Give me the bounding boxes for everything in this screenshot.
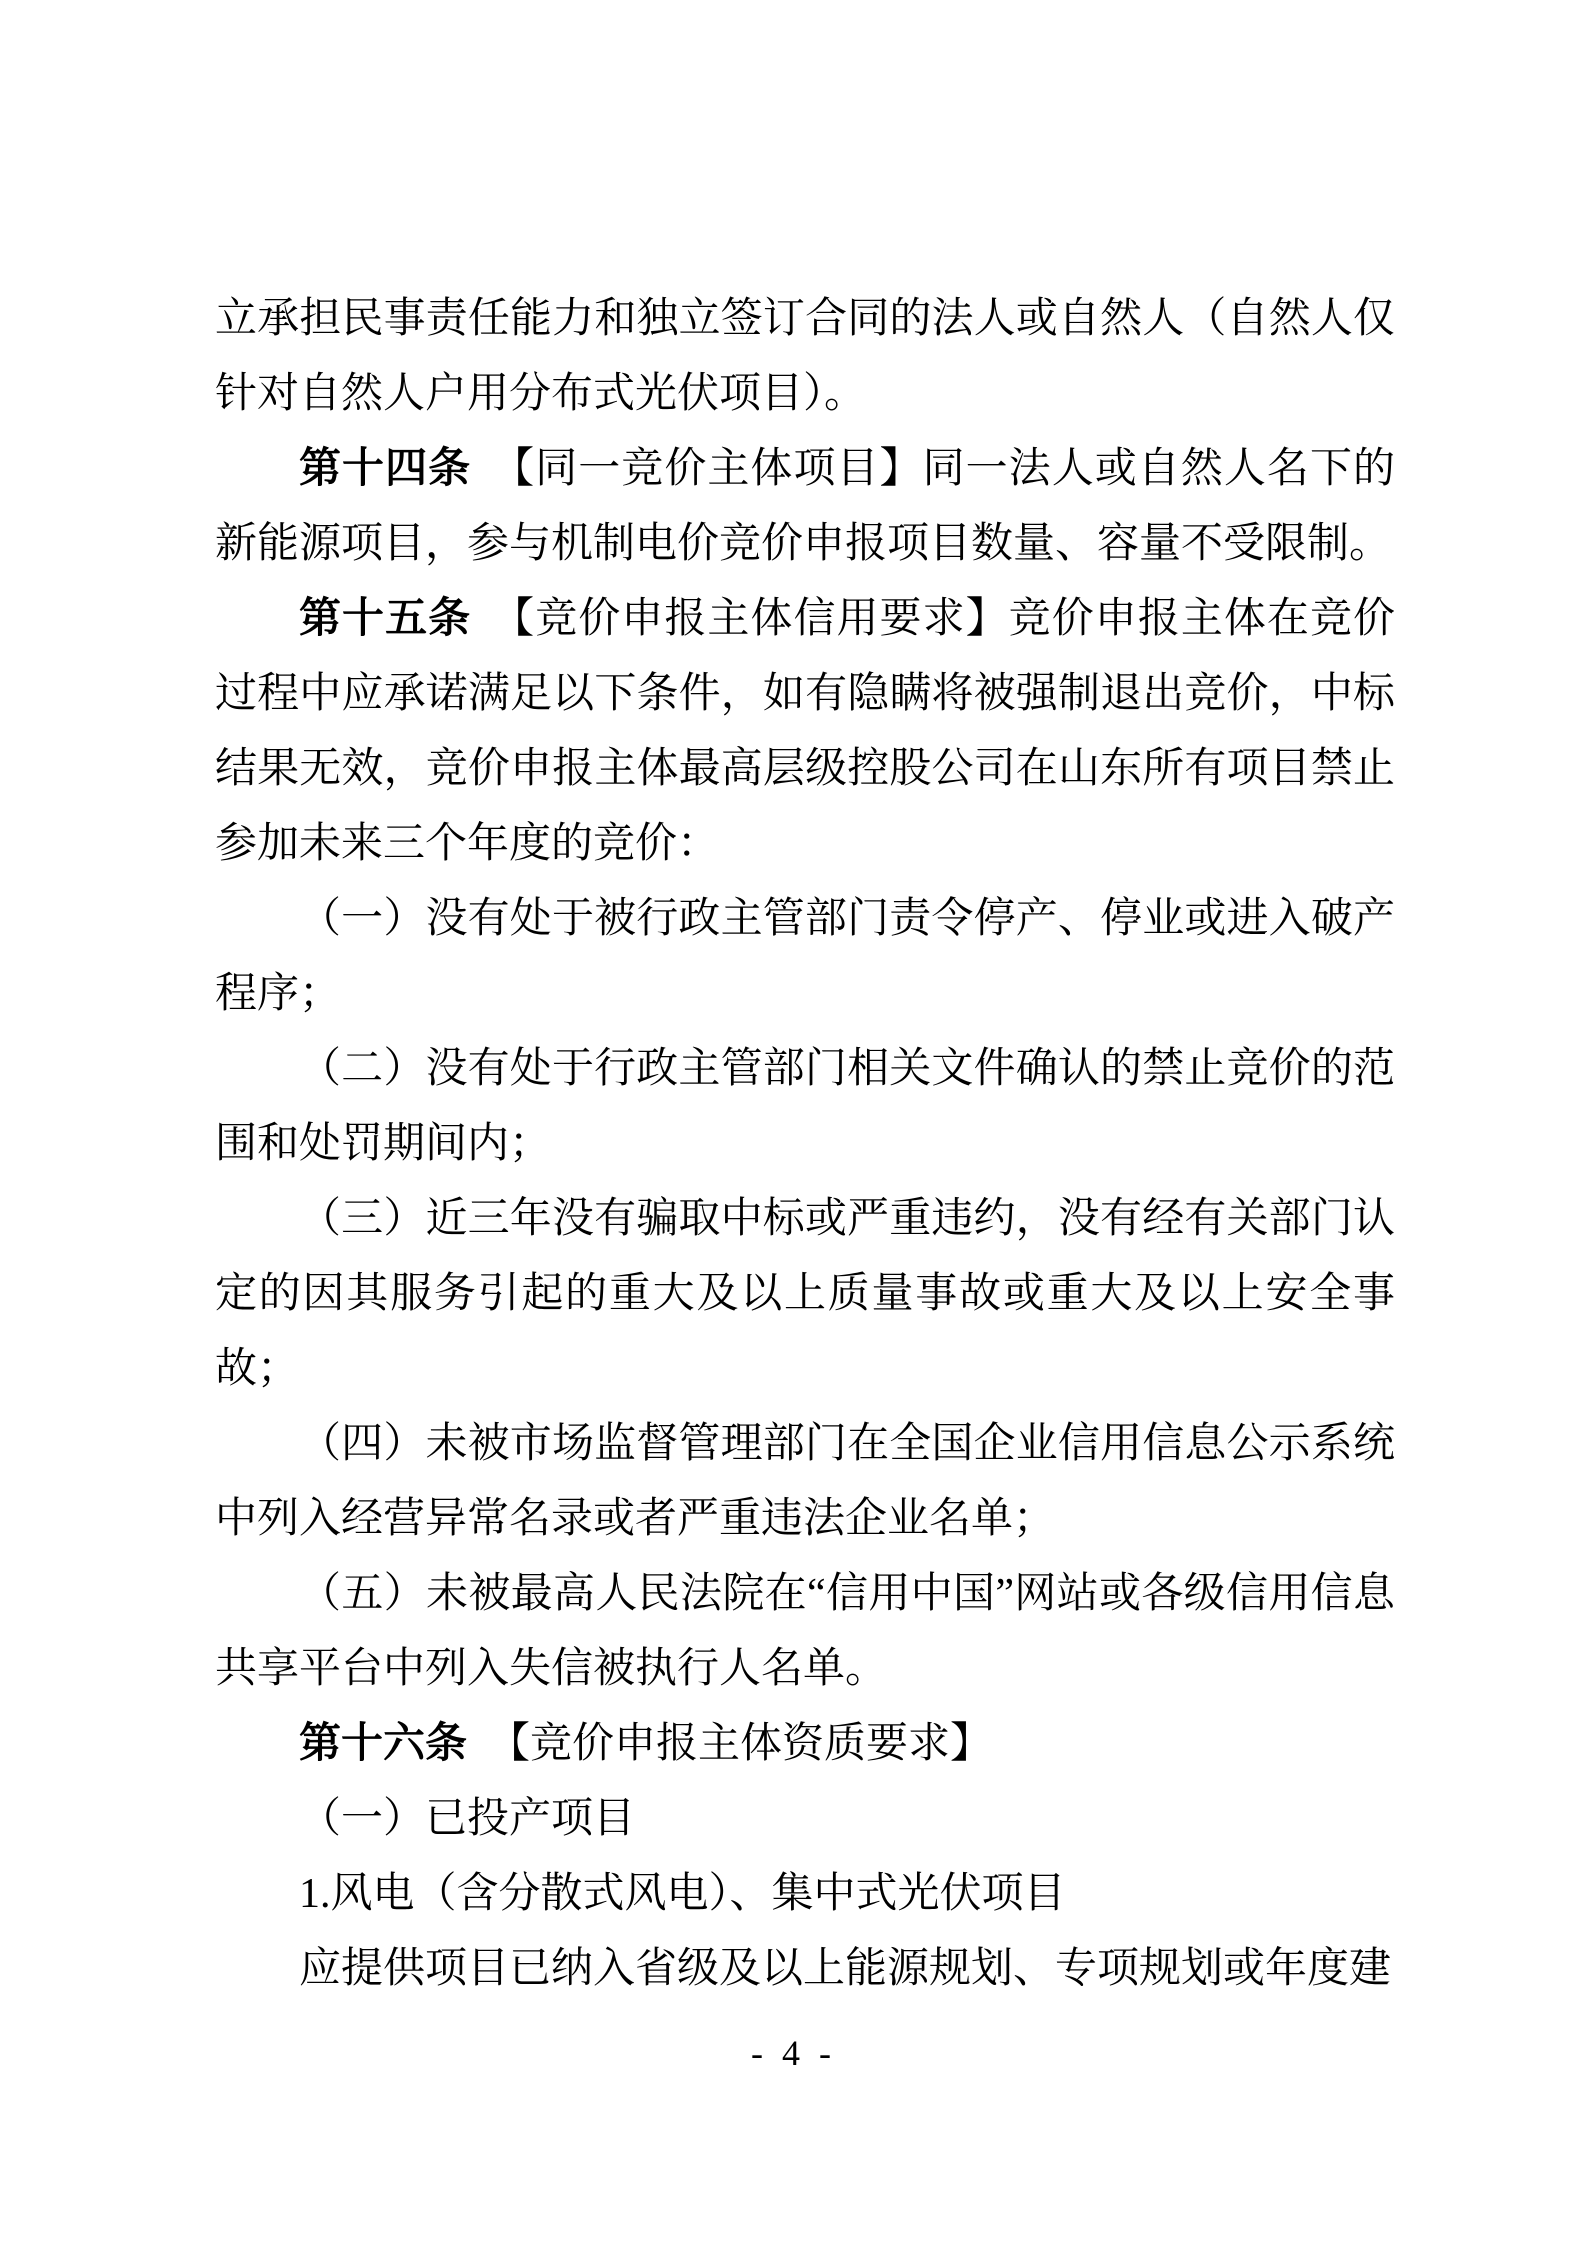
document-body <box>215 282 1395 2007</box>
paragraph-text: （四）未被市场监督管理部门在全国企业信用信息公示系统中列入经营异常名录或者严重违法企业名单； <box>215 1421 1395 1542</box>
paragraph-article-14 <box>215 432 1395 582</box>
paragraph-article-15 <box>215 582 1395 882</box>
paragraph-text: 【同一竞价主体项目】同一法人或自然人名下的新能源项目，参与机制电价竞价申报项目数量、容量不受限制。 <box>215 446 1395 567</box>
paragraph-continuation <box>215 282 1395 432</box>
article-16-heading: 第十六条 <box>299 1721 468 1767</box>
paragraph-requirement <box>215 1932 1395 2007</box>
paragraph-text: （一）没有处于被行政主管部门责令停产、停业或进入破产程序； <box>215 896 1395 1017</box>
article-14-heading: 第十四条 <box>299 446 472 492</box>
paragraph-clause-4 <box>215 1407 1395 1557</box>
paragraph-clause-5 <box>215 1557 1395 1707</box>
paragraph-text: （五）未被最高人民法院在“信用中国”网站或各级信用信息共享平台中列入失信被执行人名单。 <box>215 1571 1395 1692</box>
paragraph-article-16 <box>215 1707 1395 1782</box>
paragraph-text: 应提供项目已纳入省级及以上能源规划、专项规划或年度建 <box>299 1946 1392 1992</box>
paragraph-text: 1.风电（含分散式风电）、集中式光伏项目 <box>299 1871 1066 1917</box>
paragraph-clause-1 <box>215 882 1395 1032</box>
paragraph-text: 【竞价申报主体信用要求】竞价申报主体在竞价过程中应承诺满足以下条件，如有隐瞒将被强制退出竞价，中标结果无效，竞价申报主体最高层级控股公司在山东所有项目禁止参加未来三个年度的竞价： <box>215 596 1395 867</box>
paragraph-section-1 <box>215 1782 1395 1857</box>
paragraph-text: 立承担民事责任能力和独立签订合同的法人或自然人（自然人仅针对自然人户用分布式光伏项目）。 <box>215 296 1395 417</box>
paragraph-text: （二）没有处于行政主管部门相关文件确认的禁止竞价的范围和处罚期间内； <box>215 1046 1395 1167</box>
page-number: - 4 - <box>751 2033 836 2073</box>
paragraph-item-1 <box>215 1857 1395 1932</box>
article-15-heading: 第十五条 <box>299 596 472 642</box>
paragraph-text: （一）已投产项目 <box>299 1796 636 1842</box>
paragraph-text: （三）近三年没有骗取中标或严重违约，没有经有关部门认定的因其服务引起的重大及以上质量事故或重大及以上安全事故； <box>215 1196 1395 1392</box>
paragraph-clause-2 <box>215 1032 1395 1182</box>
paragraph-clause-3 <box>215 1182 1395 1407</box>
paragraph-text: 【竞价申报主体资质要求】 <box>488 1721 993 1767</box>
